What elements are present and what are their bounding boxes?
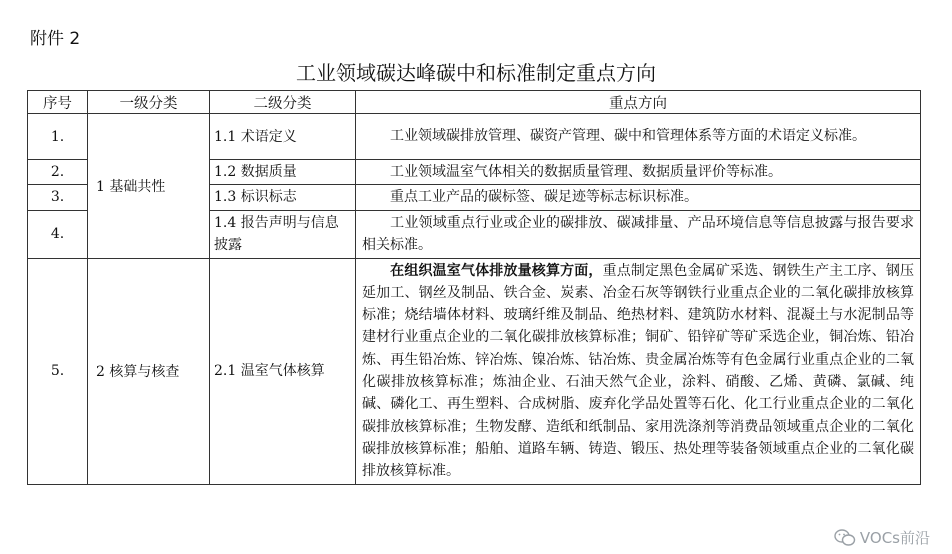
- row-number: 2.: [28, 160, 88, 185]
- subcategory: 1.1 术语定义: [210, 114, 356, 160]
- direction-cell: [356, 160, 921, 185]
- table-header-row: [28, 91, 921, 114]
- direction-text: 工业领域碳排放管理、碳资产管理、碳中和管理体系等方面的术语定义标准。: [390, 128, 866, 145]
- header-no: 序号: [28, 91, 88, 114]
- category-basic: 1 基础共性: [88, 114, 210, 259]
- category-accounting: 2 核算与核查: [88, 258, 210, 484]
- direction-cell: [356, 210, 921, 258]
- direction-cell: [356, 258, 921, 484]
- header-category-1: 一级分类: [88, 91, 210, 114]
- row-number: 4.: [28, 210, 88, 258]
- row-number: 3.: [28, 185, 88, 210]
- standards-table: [27, 90, 921, 485]
- table-row: [28, 114, 921, 160]
- subcategory: 1.4 报告声明与信息披露: [210, 210, 356, 258]
- wechat-icon: [834, 529, 856, 547]
- table-row: [28, 258, 921, 484]
- subcategory: 2.1 温室气体核算: [210, 258, 356, 484]
- attachment-label: 附件 2: [30, 29, 81, 49]
- direction-bold-lead: 在组织温室气体排放量核算方面，: [390, 262, 603, 279]
- subcategory: 1.3 标识标志: [210, 185, 356, 210]
- row-number: 5.: [28, 258, 88, 484]
- watermark-text: VOCs前沿: [859, 529, 930, 547]
- header-category-2: 二级分类: [210, 91, 356, 114]
- direction-text: 工业领域重点行业或企业的碳排放、碳减排量、产品环境信息等信息披露与报告要求相关标准。: [362, 214, 914, 254]
- watermark: [834, 527, 930, 548]
- document-title: 工业领域碳达峰碳中和标准制定重点方向: [296, 61, 656, 85]
- header-direction: 重点方向: [356, 91, 921, 114]
- subcategory: 1.2 数据质量: [210, 160, 356, 185]
- direction-text: 工业领域温室气体相关的数据质量管理、数据质量评价等标准。: [390, 164, 782, 180]
- direction-text: 重点工业产品的碳标签、碳足迹等标志标识标准。: [390, 189, 698, 206]
- direction-cell: [356, 114, 921, 160]
- direction-text: 重点制定黑色金属矿采选、钢铁生产主工序、钢压延加工、钢丝及制品、铁合金、炭素、冶金石灰等钢铁行业重点企业的二氧化碳排放核算标准；烧结墙体材料、玻璃纤维及制品、绝热材料、建筑防水材料、混凝土与水泥制品等建材行业重点企业的二氧化碳排放核算标准；铜矿、铅锌矿等矿采选企业，铜冶炼、铅冶炼、再生铅冶炼、锌冶炼、镍冶炼、钴冶炼、贵金属冶炼等有色金属行业重点企业的二氧化碳排放核算标准；炼油企业、石油天然气企业，涂料、硝酸、乙烯、黄磷、氯碱、纯碱、磷化工、再生塑料、合成树脂、废弃化学品处置等石化、化工行业重点企业的二氧化碳排放核算标准；生物发酵、造纸和纸制品、家用洗涤剂等消费品领域重点企业的二氧化碳排放核算标准；船舶、道路车辆、铸造、锻压、热处理等装备领域重点企业的二氧化碳排放核算标准。: [362, 262, 914, 480]
- row-number: 1.: [28, 114, 88, 160]
- direction-cell: [356, 185, 921, 210]
